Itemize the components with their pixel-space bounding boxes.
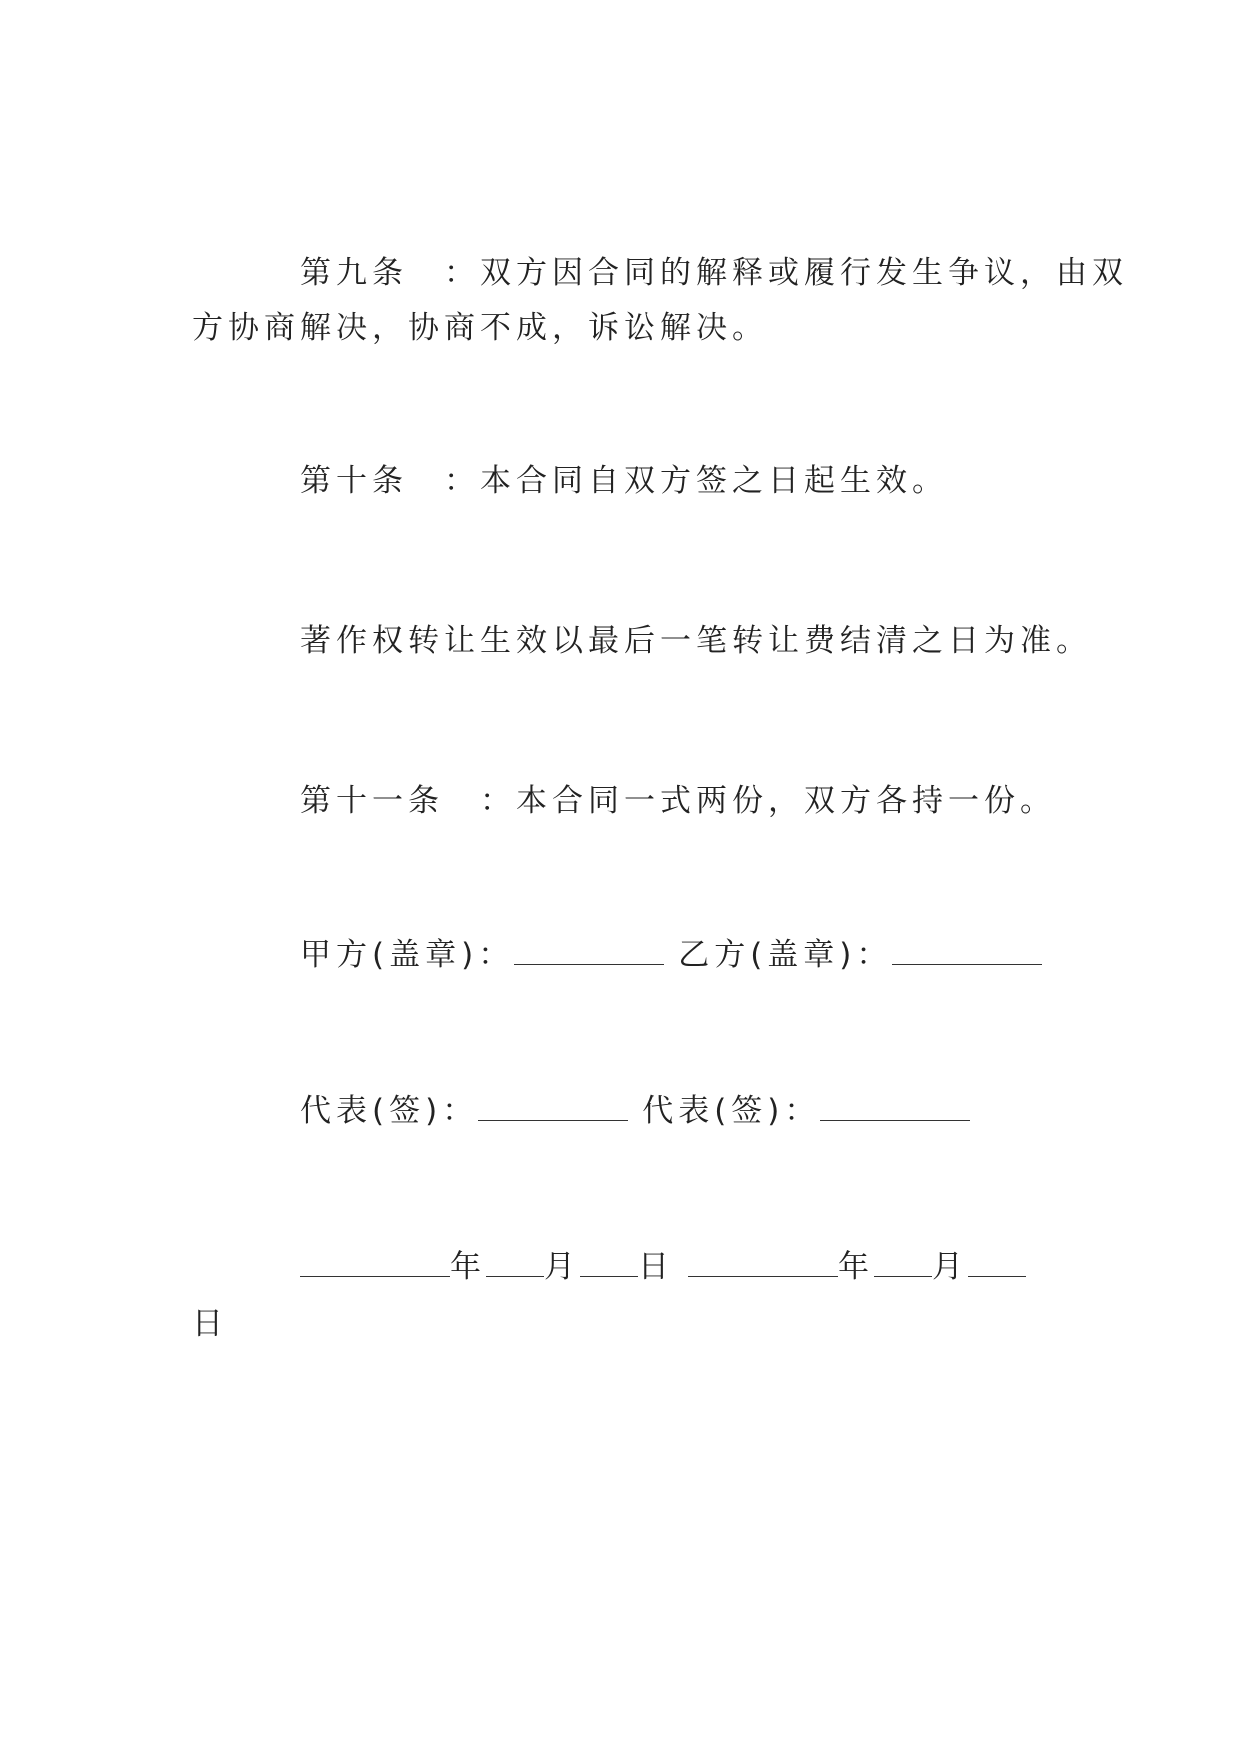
party-a-seal-label: 甲方(盖章)：: [300, 937, 515, 973]
transfer-note: [300, 621, 1092, 661]
date-a-day-blank: [580, 1248, 638, 1277]
article-11-label: 第十一条: [300, 783, 444, 819]
rep-b-blank: [820, 1092, 970, 1121]
seal-line: [300, 935, 1042, 975]
article-9-label: 第九条: [300, 255, 408, 291]
date-b-year-blank: [688, 1248, 838, 1277]
party-b-seal-label: 乙方(盖章)：: [678, 937, 893, 973]
article-11: [300, 781, 1056, 821]
date-a-year: 年: [450, 1249, 486, 1285]
date-b-month-blank: [874, 1248, 932, 1277]
transfer-note-text: 著作权转让生效以最后一笔转让费结清之日为准。: [300, 623, 1092, 659]
article-9-line-2: [192, 308, 768, 348]
article-10-label: 第十条: [300, 463, 408, 499]
date-b-day-blank: [968, 1248, 1026, 1277]
date-a-month: 月: [544, 1249, 580, 1285]
date-b-day: 日: [192, 1306, 228, 1342]
party-b-seal-blank: [892, 936, 1042, 965]
date-b-year: 年: [838, 1249, 874, 1285]
date-b-month: 月: [932, 1249, 968, 1285]
article-9-line-1: [300, 253, 1128, 293]
article-9-text-2: 方协商解决，协商不成，诉讼解决。: [192, 310, 768, 346]
date-a-month-blank: [486, 1248, 544, 1277]
date-line: [300, 1247, 1026, 1287]
party-a-seal-blank: [514, 936, 664, 965]
article-10: [300, 461, 948, 501]
rep-a-blank: [478, 1092, 628, 1121]
date-line-wrap: [192, 1304, 228, 1344]
article-10-text: ：本合同自双方签之日起生效。: [444, 463, 948, 499]
article-11-text: ：本合同一式两份，双方各持一份。: [480, 783, 1056, 819]
article-9-text-1: ：双方因合同的解释或履行发生争议，由双: [444, 255, 1128, 291]
rep-a-label: 代表(签)：: [300, 1093, 479, 1129]
representative-line: [300, 1091, 970, 1131]
rep-b-label: 代表(签)：: [642, 1093, 821, 1129]
date-a-year-blank: [300, 1248, 450, 1277]
date-a-day: 日: [638, 1249, 674, 1285]
